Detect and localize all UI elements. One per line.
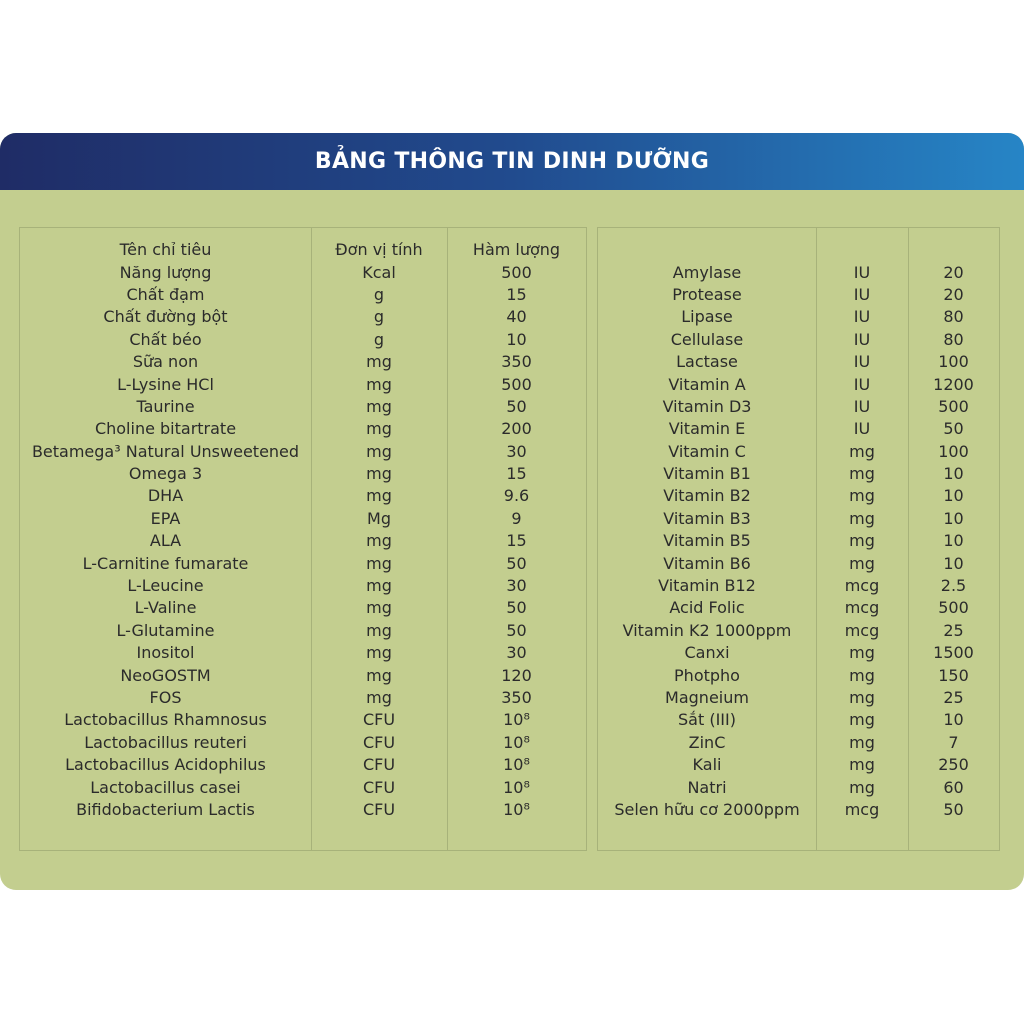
- nutrient-name-cell: Vitamin B6: [663, 553, 751, 573]
- amount-cell: 10: [943, 486, 964, 506]
- table-row: [20, 687, 586, 709]
- amount-cell: 100: [938, 352, 969, 372]
- amount-cell: 50: [943, 419, 964, 439]
- table-row: [598, 709, 999, 731]
- amount-cell: 30: [506, 441, 527, 461]
- unit-cell: mg: [849, 643, 875, 663]
- unit-cell: mg: [849, 464, 875, 484]
- table-row: [598, 799, 999, 821]
- amount-cell: 25: [943, 688, 964, 707]
- nutrient-name-cell: Canxi: [684, 643, 730, 663]
- table-row: [598, 732, 999, 754]
- amount-cell: 50: [506, 620, 527, 640]
- table-row: [20, 351, 586, 373]
- unit-cell: Mg: [367, 508, 391, 528]
- unit-cell: IU: [853, 307, 871, 327]
- amount-cell: 50: [506, 553, 527, 573]
- unit-cell: mg: [366, 486, 392, 506]
- table-row: [20, 799, 586, 821]
- nutrient-name-cell: Inositol: [136, 643, 195, 663]
- amount-cell: 30: [506, 576, 527, 596]
- unit-cell: mg: [366, 643, 392, 663]
- nutrient-name-cell: Sữa non: [132, 352, 199, 372]
- nutrient-name-cell: Lipase: [681, 307, 733, 327]
- table-row: [598, 776, 999, 798]
- unit-cell: mg: [849, 710, 875, 730]
- table-row: [20, 664, 586, 686]
- unit-cell: mg: [366, 441, 392, 461]
- nutrient-name-cell: Choline bitartrate: [94, 419, 237, 439]
- nutrient-name-cell: Lactobacillus reuteri: [84, 732, 247, 752]
- nutrient-name-cell: Natri: [687, 777, 727, 797]
- nutrient-name-cell: Vitamin E: [668, 419, 746, 439]
- unit-cell: CFU: [362, 777, 396, 797]
- table-row: [20, 329, 586, 351]
- nutrient-name-cell: Chất béo: [129, 329, 202, 349]
- nutrient-name-cell: Selen hữu cơ 2000ppm: [614, 799, 800, 819]
- amount-cell: 250: [938, 755, 969, 775]
- amount-cell: 80: [943, 329, 964, 349]
- table-row: [598, 754, 999, 776]
- unit-cell: mcg: [844, 598, 880, 618]
- nutrient-name-cell: Cellulase: [670, 329, 744, 349]
- table-row: [598, 575, 999, 597]
- right-nutrition-table: [597, 227, 1000, 851]
- unit-cell: mcg: [844, 799, 880, 819]
- table-row: [598, 351, 999, 373]
- table-header-row-empty: [598, 239, 999, 261]
- right-table-rows: [598, 239, 999, 821]
- table-row: [20, 261, 586, 283]
- table-row: [598, 664, 999, 686]
- amount-cell: 350: [501, 352, 532, 372]
- amount-cell: 350: [501, 688, 532, 707]
- unit-cell: CFU: [362, 732, 396, 752]
- unit-cell: IU: [853, 262, 871, 282]
- nutrient-name-cell: ALA: [149, 531, 182, 551]
- amount-cell: 20: [943, 262, 964, 282]
- header-unit: Đơn vị tính: [335, 240, 423, 260]
- table-row: [598, 508, 999, 530]
- table-row: [20, 597, 586, 619]
- table-row: [598, 485, 999, 507]
- nutrient-name-cell: L-Lysine HCl: [117, 374, 214, 394]
- table-row: [598, 687, 999, 709]
- amount-cell: 10: [943, 531, 964, 551]
- nutrient-name-cell: Lactobacillus Acidophilus: [65, 755, 266, 775]
- amount-cell: 50: [506, 396, 527, 416]
- nutrient-name-cell: Taurine: [136, 396, 195, 416]
- unit-cell: IU: [853, 396, 871, 416]
- table-header-row: [20, 239, 586, 261]
- unit-cell: mg: [366, 598, 392, 618]
- amount-cell: 200: [501, 419, 532, 439]
- nutrient-name-cell: Vitamin K2 1000ppm: [622, 620, 792, 640]
- table-row: [598, 642, 999, 664]
- unit-cell: mg: [849, 755, 875, 775]
- unit-cell: mg: [366, 665, 392, 685]
- nutrient-name-cell: Vitamin B3: [663, 508, 751, 528]
- table-row: [20, 418, 586, 440]
- title-bar: [0, 133, 1024, 190]
- unit-cell: mg: [849, 732, 875, 752]
- amount-cell: 10⁸: [503, 799, 530, 819]
- left-table-rows: [20, 239, 586, 821]
- table-row: [20, 306, 586, 328]
- nutrient-name-cell: Acid Folic: [669, 598, 745, 618]
- amount-cell: 500: [501, 374, 532, 394]
- amount-cell: 10⁸: [503, 732, 530, 752]
- amount-cell: 1200: [933, 374, 974, 394]
- unit-cell: mg: [366, 576, 392, 596]
- unit-cell: mg: [849, 441, 875, 461]
- nutrient-name-cell: L-Leucine: [127, 576, 204, 596]
- unit-cell: mcg: [844, 620, 880, 640]
- unit-cell: mg: [849, 531, 875, 551]
- amount-cell: 1500: [933, 643, 974, 663]
- nutrient-name-cell: Omega 3: [128, 464, 203, 484]
- unit-cell: mg: [366, 688, 392, 707]
- unit-cell: mg: [366, 531, 392, 551]
- nutrient-name-cell: Vitamin D3: [662, 396, 752, 416]
- nutrient-name-cell: Lactobacillus casei: [90, 777, 241, 797]
- table-row: [20, 620, 586, 642]
- table-row: [598, 373, 999, 395]
- amount-cell: 500: [938, 598, 969, 618]
- table-row: [20, 373, 586, 395]
- nutrient-name-cell: Photpho: [674, 665, 740, 685]
- table-row: [20, 396, 586, 418]
- nutrient-name-cell: Lactobacillus Rhamnosus: [64, 710, 267, 730]
- amount-cell: 10: [943, 464, 964, 484]
- table-row: [20, 552, 586, 574]
- table-row: [598, 396, 999, 418]
- unit-cell: mg: [849, 688, 875, 707]
- amount-cell: 50: [943, 799, 964, 819]
- nutrient-name-cell: Chất đường bột: [103, 307, 228, 327]
- amount-cell: 15: [506, 284, 527, 304]
- amount-cell: 9.6: [503, 486, 530, 506]
- nutrient-name-cell: Amylase: [672, 262, 742, 282]
- amount-cell: 120: [501, 665, 532, 685]
- amount-cell: 60: [943, 777, 964, 797]
- amount-cell: 40: [506, 307, 527, 327]
- unit-cell: CFU: [362, 755, 396, 775]
- unit-cell: mg: [366, 553, 392, 573]
- nutrient-name-cell: Vitamin A: [668, 374, 746, 394]
- table-row: [20, 575, 586, 597]
- amount-cell: 500: [938, 396, 969, 416]
- amount-cell: 10: [943, 553, 964, 573]
- nutrient-name-cell: Lactase: [676, 352, 738, 372]
- unit-cell: mg: [366, 620, 392, 640]
- amount-cell: 25: [943, 620, 964, 640]
- page-title: BẢNG THÔNG TIN DINH DƯỠNG: [314, 149, 710, 174]
- amount-cell: 2.5: [940, 576, 967, 596]
- table-row: [20, 508, 586, 530]
- table-row: [598, 597, 999, 619]
- nutrient-name-cell: EPA: [150, 508, 181, 528]
- unit-cell: mg: [849, 665, 875, 685]
- unit-cell: Kcal: [362, 262, 396, 282]
- left-nutrition-table: [19, 227, 587, 851]
- table-row: [598, 530, 999, 552]
- table-row: [598, 463, 999, 485]
- unit-cell: mg: [366, 464, 392, 484]
- amount-cell: 150: [938, 665, 969, 685]
- unit-cell: mg: [366, 352, 392, 372]
- amount-cell: 10⁸: [503, 777, 530, 797]
- amount-cell: 9: [511, 508, 522, 528]
- nutrient-name-cell: Chất đạm: [126, 284, 205, 304]
- unit-cell: mg: [849, 508, 875, 528]
- unit-cell: mg: [849, 553, 875, 573]
- unit-cell: g: [373, 307, 385, 327]
- table-row: [20, 776, 586, 798]
- table-row: [20, 709, 586, 731]
- nutrient-name-cell: NeoGOSTM: [120, 665, 211, 685]
- amount-cell: 10: [943, 508, 964, 528]
- amount-cell: 50: [506, 598, 527, 618]
- table-row: [20, 732, 586, 754]
- header-amount: Hàm lượng: [472, 240, 561, 260]
- nutrient-name-cell: Năng lượng: [119, 262, 212, 282]
- table-row: [598, 620, 999, 642]
- nutrient-name-cell: Vitamin B2: [663, 486, 751, 506]
- table-row: [20, 284, 586, 306]
- unit-cell: g: [373, 284, 385, 304]
- amount-cell: 10: [506, 329, 527, 349]
- table-row: [598, 306, 999, 328]
- table-row: [20, 463, 586, 485]
- nutrient-name-cell: Bifidobacterium Lactis: [76, 799, 255, 819]
- amount-cell: 10⁸: [503, 710, 530, 730]
- unit-cell: g: [373, 329, 385, 349]
- nutrient-name-cell: Vitamin B1: [663, 464, 751, 484]
- unit-cell: mg: [366, 374, 392, 394]
- table-row: [598, 329, 999, 351]
- nutrient-name-cell: L-Glutamine: [116, 620, 215, 640]
- amount-cell: 15: [506, 464, 527, 484]
- nutrient-name-cell: Protease: [672, 284, 742, 304]
- unit-cell: mg: [366, 396, 392, 416]
- amount-cell: 30: [506, 643, 527, 663]
- amount-cell: 80: [943, 307, 964, 327]
- amount-cell: 100: [938, 441, 969, 461]
- nutrient-name-cell: Sắt (III): [678, 710, 736, 730]
- nutrient-name-cell: FOS: [149, 688, 182, 707]
- table-row: [598, 441, 999, 463]
- amount-cell: 15: [506, 531, 527, 551]
- nutrient-name-cell: Vitamin B12: [658, 576, 756, 596]
- table-row: [598, 261, 999, 283]
- table-row: [20, 642, 586, 664]
- amount-cell: 20: [943, 284, 964, 304]
- nutrition-card: [0, 133, 1024, 890]
- unit-cell: mcg: [844, 576, 880, 596]
- nutrient-name-cell: Magneium: [665, 688, 749, 707]
- unit-cell: mg: [366, 419, 392, 439]
- unit-cell: IU: [853, 352, 871, 372]
- nutrient-name-cell: DHA: [147, 486, 184, 506]
- header-name: Tên chỉ tiêu: [119, 240, 212, 260]
- nutrient-name-cell: Vitamin C: [668, 441, 746, 461]
- nutrient-name-cell: L-Carnitine fumarate: [82, 553, 249, 573]
- unit-cell: CFU: [362, 799, 396, 819]
- nutrient-name-cell: L-Valine: [134, 598, 197, 618]
- table-row: [598, 552, 999, 574]
- unit-cell: IU: [853, 329, 871, 349]
- table-row: [20, 530, 586, 552]
- nutrient-name-cell: Betamega³ Natural Unsweetened: [31, 441, 300, 461]
- table-row: [598, 418, 999, 440]
- unit-cell: IU: [853, 419, 871, 439]
- table-row: [598, 284, 999, 306]
- amount-cell: 10⁸: [503, 755, 530, 775]
- table-row: [20, 754, 586, 776]
- amount-cell: 500: [501, 262, 532, 282]
- amount-cell: 10: [943, 710, 964, 730]
- unit-cell: mg: [849, 777, 875, 797]
- nutrient-name-cell: Vitamin B5: [663, 531, 751, 551]
- unit-cell: mg: [849, 486, 875, 506]
- unit-cell: IU: [853, 284, 871, 304]
- nutrient-name-cell: Kali: [692, 755, 722, 775]
- unit-cell: CFU: [362, 710, 396, 730]
- nutrient-name-cell: ZinC: [688, 732, 726, 752]
- table-row: [20, 485, 586, 507]
- unit-cell: IU: [853, 374, 871, 394]
- amount-cell: 7: [948, 732, 959, 752]
- table-row: [20, 441, 586, 463]
